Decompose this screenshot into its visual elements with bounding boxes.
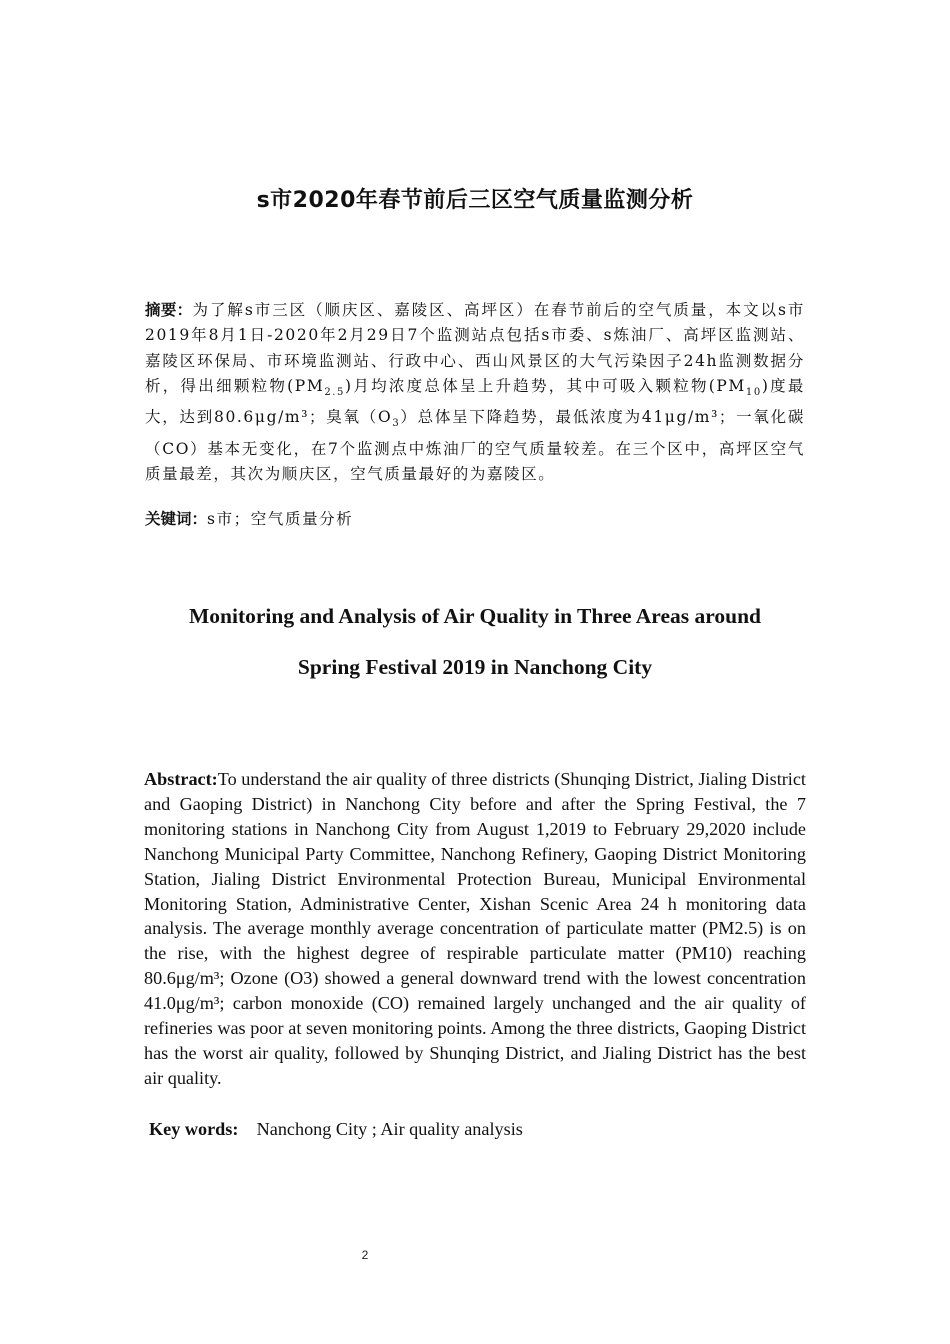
chinese-abstract-text: 为了解s市三区（顺庆区、嘉陵区、高坪区）在春节前后的空气质量，本文以s市2019年8月1日-2020年2月29日7个监测站点包括s市委、s炼油厂、高坪区监测站、嘉陵区环保局、市环境监测站、行政中心、西山风景区的大气污染因子24h监测数据分析，得出细颗粒物(PM — [145, 301, 805, 395]
page-number: 2 — [361, 1248, 369, 1262]
english-abstract-text: To understand the air quality of three districts (Shunqing District, Jialing District and Gaoping District) in Nanchong City before and after the Spring Festival, the 7 monitoring stations in Nanchong City from August 1,2019 to February 29,2020 include Nanchong Municipal Party Committee, Nanchong Refinery, Gaoping District Monitoring Station, Jialing District Environmental Protection Bureau, Municipal Environmental Monitoring Station, Administrative Center, Xishan Scenic Area 24 h monitoring data analysis. The average monthly average concentration of particulate matter (PM2.5) is on the rise, with the highest degree of respirable particulate matter (PM10) reaching 80.6μg/m³; Ozone (O3) showed a general downward trend with the lowest concentration 41.0μg/m³; carbon monoxide (CO) remained largely unchanged and the air quality of refineries was poor at seven monitoring points. Among the three districts, Gaoping District has the worst air quality, followed by Shunqing District, and Jialing District has the best air quality. — [144, 769, 806, 1088]
english-abstract-label: Abstract: — [144, 769, 218, 789]
chinese-abstract-text-3: )度最大，达到80.6μg/m³；臭氧（O — [145, 376, 805, 427]
chinese-abstract-label: 摘要： — [145, 301, 193, 319]
english-title-line-1: Monitoring and Analysis of Air Quality in Three Areas around — [188, 604, 762, 628]
chinese-abstract — [145, 298, 805, 487]
pm25-subscript: 2.5 — [324, 386, 346, 398]
english-abstract — [144, 767, 806, 1091]
o3-subscript: 3 — [392, 418, 401, 430]
chinese-keywords-label: 关键词： — [145, 510, 208, 528]
chinese-keywords — [145, 507, 805, 532]
chinese-abstract-text-2: )月均浓度总体呈上升趋势，其中可吸入颗粒物(PM — [345, 376, 746, 395]
pm10-subscript: 10 — [745, 386, 762, 398]
chinese-abstract-text-4: ）总体呈下降趋势，最低浓度为41μg/m³；一氧化碳（CO）基本无变化，在7个监测点中炼油厂的空气质量较差。在三个区中，高坪区空气质量最差，其次为顺庆区，空气质量最好的为嘉陵区。 — [145, 408, 805, 483]
english-title-line-2: Spring Festival 2019 in Nanchong City — [297, 655, 653, 679]
english-keywords-label: Key words: — [149, 1119, 239, 1139]
english-keywords — [149, 1117, 809, 1142]
english-keywords-text: Nanchong City ; Air quality analysis — [256, 1119, 523, 1139]
chinese-title: s市2020年春节前后三区空气质量监测分析 — [256, 188, 694, 213]
chinese-keywords-text: s市；空气质量分析 — [207, 510, 354, 528]
